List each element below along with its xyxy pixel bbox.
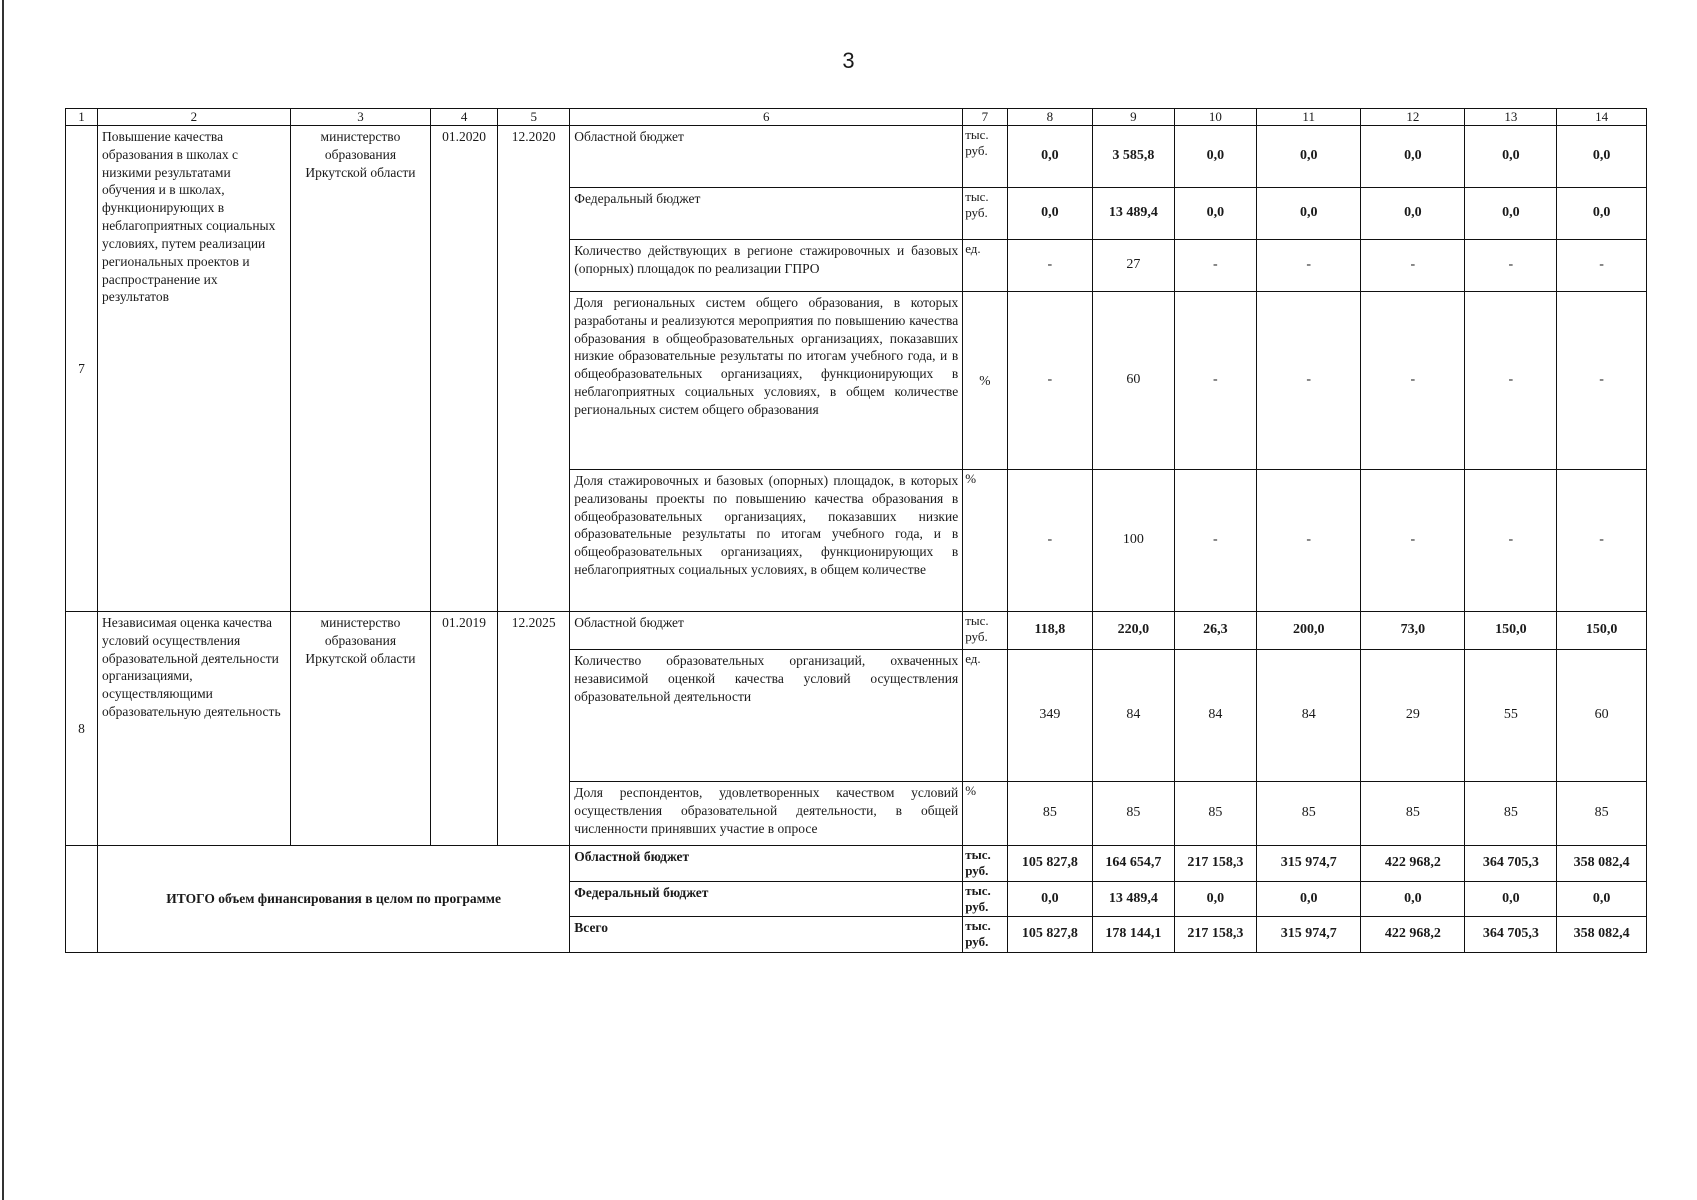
indicator-label: Количество образовательных организаций, охваченных независимой оценкой качества условий осуществления образовательной деятельности [570, 650, 963, 782]
total-unit: тыс. руб. [963, 917, 1007, 953]
total-value: 0,0 [1465, 881, 1557, 917]
value-cell: 13 489,4 [1093, 188, 1174, 240]
value-cell: 0,0 [1361, 126, 1465, 188]
value-cell: 220,0 [1093, 612, 1174, 650]
column-header: 11 [1257, 109, 1361, 126]
value-cell: 85 [1174, 782, 1257, 846]
unit: % [963, 292, 1007, 470]
column-header: 3 [290, 109, 430, 126]
total-value: 164 654,7 [1093, 846, 1174, 882]
value-cell: - [1557, 292, 1647, 470]
value-cell: 85 [1257, 782, 1361, 846]
value-cell: - [1174, 470, 1257, 612]
total-value: 105 827,8 [1007, 846, 1093, 882]
indicator-label: Областной бюджет [570, 612, 963, 650]
total-value: 422 968,2 [1361, 917, 1465, 953]
column-header: 14 [1557, 109, 1647, 126]
total-value: 217 158,3 [1174, 917, 1257, 953]
value-cell: 0,0 [1557, 188, 1647, 240]
end-date: 12.2020 [498, 126, 570, 612]
value-cell: 85 [1361, 782, 1465, 846]
value-cell: 0,0 [1257, 188, 1361, 240]
value-cell: - [1007, 470, 1093, 612]
column-header: 10 [1174, 109, 1257, 126]
total-value: 358 082,4 [1557, 846, 1647, 882]
unit: ед. [963, 650, 1007, 782]
value-cell: 3 585,8 [1093, 126, 1174, 188]
value-cell: 85 [1465, 782, 1557, 846]
value-cell: 0,0 [1557, 126, 1647, 188]
total-value: 0,0 [1007, 881, 1093, 917]
value-cell: 29 [1361, 650, 1465, 782]
value-cell: 0,0 [1257, 126, 1361, 188]
column-number-row [66, 109, 1647, 126]
row-number: 7 [66, 126, 98, 612]
indicator-label: Доля стажировочных и базовых (опорных) площадок, в которых реализованы проекты по повышению качества образования в общеобразовательных организациях, показавших низкие образовательные результаты по итогам учебного года, и в общеобразовательных организациях, функционирующих в неблагоприятных социальных условиях, в общем количестве [570, 470, 963, 612]
value-cell: 26,3 [1174, 612, 1257, 650]
value-cell: 27 [1093, 240, 1174, 292]
value-cell: - [1465, 470, 1557, 612]
total-value: 0,0 [1174, 881, 1257, 917]
total-value: 105 827,8 [1007, 917, 1093, 953]
unit: % [963, 782, 1007, 846]
measure-row [66, 126, 1647, 188]
value-cell: - [1465, 292, 1557, 470]
column-header: 9 [1093, 109, 1174, 126]
value-cell: 85 [1093, 782, 1174, 846]
executor: министерство образования Иркутской области [290, 126, 430, 612]
value-cell: 60 [1557, 650, 1647, 782]
total-value: 358 082,4 [1557, 917, 1647, 953]
measure-row [66, 612, 1647, 650]
end-date: 12.2025 [498, 612, 570, 846]
value-cell: 60 [1093, 292, 1174, 470]
executor: министерство образования Иркутской области [290, 612, 430, 846]
value-cell: 349 [1007, 650, 1093, 782]
value-cell: - [1257, 470, 1361, 612]
indicator-label: Доля респондентов, удовлетворенных качеством условий осуществления образовательной деятельности, в общей численности принявших участие в опросе [570, 782, 963, 846]
total-value: 364 705,3 [1465, 846, 1557, 882]
column-header: 1 [66, 109, 98, 126]
total-indicator: Федеральный бюджет [570, 881, 963, 917]
total-value: 13 489,4 [1093, 881, 1174, 917]
value-cell: - [1465, 240, 1557, 292]
value-cell: - [1174, 240, 1257, 292]
start-date: 01.2020 [431, 126, 498, 612]
value-cell: - [1361, 292, 1465, 470]
value-cell: - [1557, 240, 1647, 292]
value-cell: 0,0 [1174, 188, 1257, 240]
total-indicator: Областной бюджет [570, 846, 963, 882]
value-cell: 0,0 [1465, 126, 1557, 188]
column-header: 4 [431, 109, 498, 126]
value-cell: - [1257, 240, 1361, 292]
column-header: 12 [1361, 109, 1465, 126]
value-cell: 0,0 [1465, 188, 1557, 240]
total-value: 0,0 [1361, 881, 1465, 917]
total-unit: тыс. руб. [963, 846, 1007, 882]
unit: ед. [963, 240, 1007, 292]
value-cell: - [1174, 292, 1257, 470]
value-cell: - [1361, 240, 1465, 292]
total-blank [66, 846, 98, 953]
value-cell: - [1007, 240, 1093, 292]
total-value: 0,0 [1557, 881, 1647, 917]
column-header: 8 [1007, 109, 1093, 126]
unit: тыс. руб. [963, 126, 1007, 188]
column-header: 7 [963, 109, 1007, 126]
value-cell: 0,0 [1007, 126, 1093, 188]
total-value: 178 144,1 [1093, 917, 1174, 953]
value-cell: 118,8 [1007, 612, 1093, 650]
value-cell: 55 [1465, 650, 1557, 782]
column-header: 2 [97, 109, 290, 126]
total-value: 315 974,7 [1257, 846, 1361, 882]
value-cell: 84 [1257, 650, 1361, 782]
value-cell: 150,0 [1465, 612, 1557, 650]
indicator-label: Федеральный бюджет [570, 188, 963, 240]
indicator-label: Количество действующих в регионе стажировочных и базовых (опорных) площадок по реализации ГПРО [570, 240, 963, 292]
value-cell: 84 [1174, 650, 1257, 782]
indicator-label: Областной бюджет [570, 126, 963, 188]
scan-border-line [2, 0, 4, 1200]
program-table [65, 108, 1647, 953]
value-cell: 200,0 [1257, 612, 1361, 650]
value-cell: - [1557, 470, 1647, 612]
value-cell: 100 [1093, 470, 1174, 612]
activity-name: Повышение качества образования в школах с низкими результатами обучения и в школах, функционирующих в неблагоприятных социальных условиях, путем реализации региональных проектов и распространение их результатов [97, 126, 290, 612]
value-cell: - [1257, 292, 1361, 470]
value-cell: 0,0 [1361, 188, 1465, 240]
value-cell: 84 [1093, 650, 1174, 782]
total-unit: тыс. руб. [963, 881, 1007, 917]
page-number: 3 [842, 48, 855, 73]
value-cell: 0,0 [1007, 188, 1093, 240]
total-value: 422 968,2 [1361, 846, 1465, 882]
start-date: 01.2019 [431, 612, 498, 846]
value-cell: - [1361, 470, 1465, 612]
value-cell: 0,0 [1174, 126, 1257, 188]
total-value: 0,0 [1257, 881, 1361, 917]
column-header: 5 [498, 109, 570, 126]
row-number: 8 [66, 612, 98, 846]
total-indicator: Всего [570, 917, 963, 953]
value-cell: - [1007, 292, 1093, 470]
total-value: 217 158,3 [1174, 846, 1257, 882]
unit: тыс. руб. [963, 188, 1007, 240]
total-value: 315 974,7 [1257, 917, 1361, 953]
activity-name: Независимая оценка качества условий осуществления образовательной деятельности организациями, осуществляющими образовательную деятельность [97, 612, 290, 846]
total-label: ИТОГО объем финансирования в целом по программе [97, 846, 569, 953]
value-cell: 150,0 [1557, 612, 1647, 650]
indicator-label: Доля региональных систем общего образования, в которых разработаны и реализуются мероприятия по повышению качества образования в общеобразовательных организациях, показавших низкие образовательные результаты по итогам учебного года, и в общеобразовательных организациях, функционирующих в неблагоприятных социальных условиях, в общем количестве региональных систем общего образования [570, 292, 963, 470]
value-cell: 85 [1007, 782, 1093, 846]
unit: % [963, 470, 1007, 612]
value-cell: 73,0 [1361, 612, 1465, 650]
total-row [66, 846, 1647, 882]
value-cell: 85 [1557, 782, 1647, 846]
total-value: 364 705,3 [1465, 917, 1557, 953]
column-header: 6 [570, 109, 963, 126]
column-header: 13 [1465, 109, 1557, 126]
unit: тыс. руб. [963, 612, 1007, 650]
